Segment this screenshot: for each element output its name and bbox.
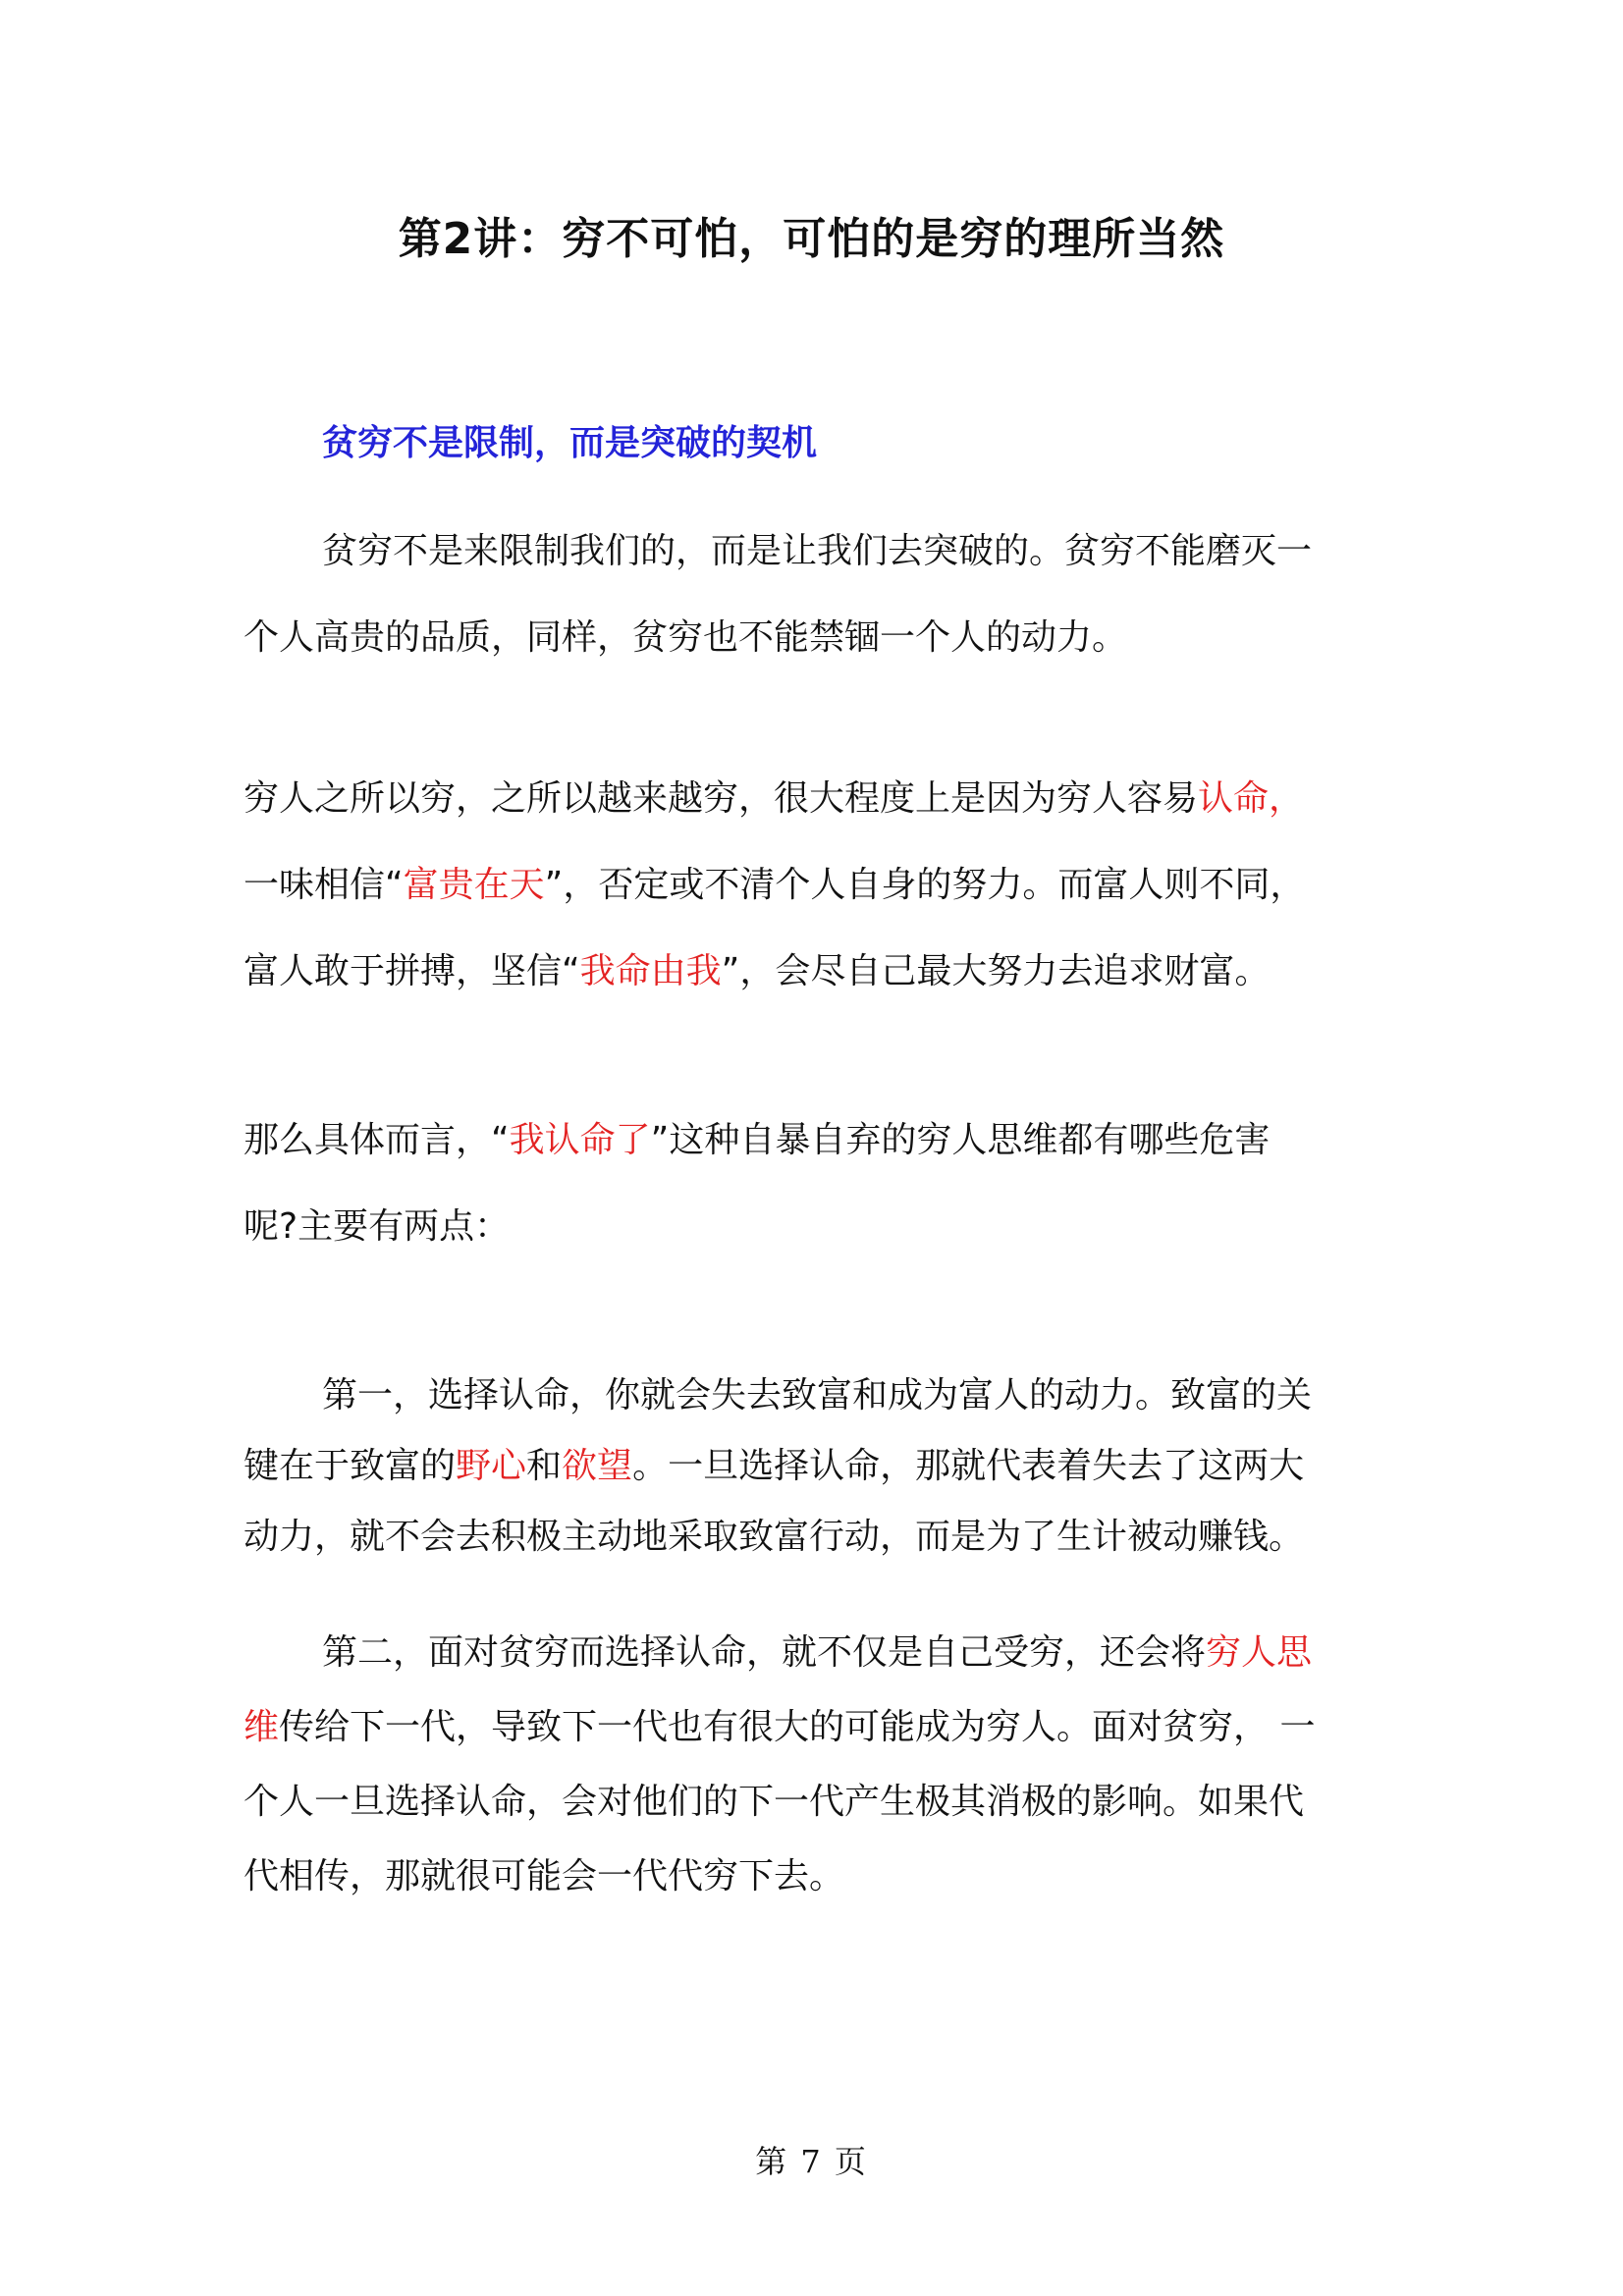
paragraph-line: 富人敢于拼搏，坚信“我命由我”，会尽自己最大努力去追求财富。	[243, 951, 1271, 991]
paragraph-line: 穷人之所以穷，之所以越来越穷，很大程度上是因为穷人容易认命，	[243, 778, 1305, 819]
paragraph-line: 呢?主要有两点：	[243, 1206, 511, 1247]
highlight-text: 穷人思	[1206, 1632, 1313, 1673]
page-number: 第 7 页	[755, 2143, 868, 2180]
paragraph-3	[243, 1097, 1386, 1270]
highlight-text: 我命由我	[579, 951, 722, 991]
paragraph-line: 那么具体而言，“我认命了”这种自暴自弃的穷人思维都有哪些危害	[243, 1120, 1271, 1160]
paragraph-4	[243, 1361, 1386, 1573]
paragraph-1	[243, 508, 1386, 681]
highlight-text: 我认命了	[509, 1120, 651, 1160]
section-heading: 贫穷不是限制，而是突破的契机	[322, 423, 818, 463]
paragraph-2	[243, 756, 1386, 1015]
paragraph-line: 动力，就不会去积极主动地采取致富行动，而是为了生计被动赚钱。	[243, 1517, 1305, 1557]
highlight-text: 欲望	[562, 1446, 633, 1486]
paragraph-line: 一味相信“富贵在天”，否定或不清个人自身的努力。而富人则不同，	[243, 865, 1306, 905]
highlight-text: 野心	[456, 1446, 527, 1486]
paragraph-line: 贫穷不是来限制我们的，而是让我们去突破的。贫穷不能磨灭一	[322, 531, 1313, 571]
paragraph-line: 个人一旦选择认命，会对他们的下一代产生极其消极的影响。如果代	[243, 1782, 1305, 1822]
paragraph-5	[243, 1616, 1386, 1914]
paragraph-line: 第一，选择认命，你就会失去致富和成为富人的动力。致富的关	[322, 1375, 1313, 1415]
highlight-text: 富贵在天	[403, 865, 545, 905]
paragraph-line: 维传给下一代，导致下一代也有很大的可能成为穷人。面对贫穷， 一	[243, 1707, 1316, 1747]
page-title: 第2讲：穷不可怕，可怕的是穷的理所当然	[398, 214, 1225, 264]
paragraph-line: 键在于致富的野心和欲望。一旦选择认命，那就代表着失去了这两大	[243, 1446, 1305, 1486]
paragraph-line: 代相传，那就很可能会一代代穷下去。	[243, 1856, 845, 1896]
paragraph-line: 个人高贵的品质，同样，贫穷也不能禁锢一个人的动力。	[243, 617, 1128, 658]
highlight-text: 认命，	[1198, 778, 1305, 819]
paragraph-line: 第二，面对贫穷而选择认命，就不仅是自己受穷，还会将穷人思	[322, 1632, 1313, 1673]
highlight-text: 维	[243, 1707, 280, 1747]
